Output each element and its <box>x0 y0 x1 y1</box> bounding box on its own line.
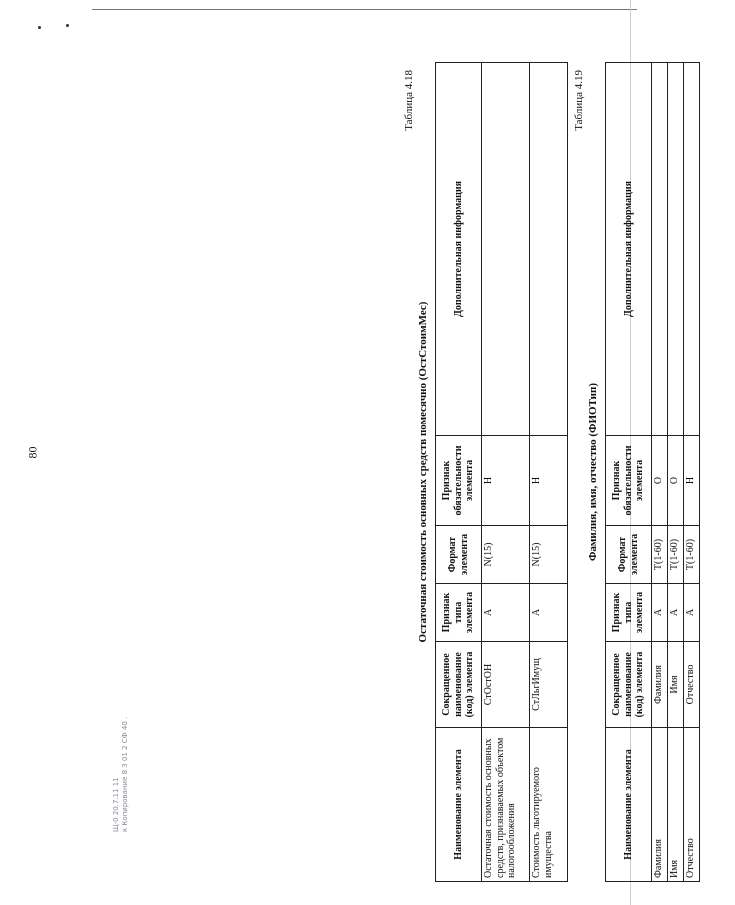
table-row <box>530 63 568 882</box>
table-cell: А <box>652 584 668 642</box>
data-table <box>605 62 700 882</box>
table-label: Таблица 4.19 <box>573 70 585 131</box>
data-table <box>435 62 568 882</box>
table-cell: СтОстОН <box>482 642 530 728</box>
scan-top-line <box>92 9 637 10</box>
table-cell <box>652 63 668 436</box>
header-cell: Сокращенное наименование (код) элемента <box>606 642 652 728</box>
table-cell: Фамилия <box>652 642 668 728</box>
table-row <box>668 63 684 882</box>
page-number: 80 <box>25 446 40 459</box>
table-4-18-block <box>395 62 555 882</box>
table-cell: Н <box>482 436 530 526</box>
table-cell: Отчество <box>684 642 700 728</box>
table-cell <box>668 63 684 436</box>
table-cell: О <box>668 436 684 526</box>
header-cell: Сокращенное наименование (код) элемента <box>436 642 482 728</box>
header-cell: Дополнительная информация <box>606 63 652 436</box>
header-cell: Наименование элемента <box>606 728 652 882</box>
table-cell: Н <box>684 436 700 526</box>
table-cell: Остаточная стоимость основных средств, признаваемых объектом налогообложения <box>482 728 530 882</box>
table-row <box>684 63 700 882</box>
table-cell <box>482 63 530 436</box>
table-cell: T(1-60) <box>684 526 700 584</box>
table-cell: А <box>684 584 700 642</box>
table-cell: Н <box>530 436 568 526</box>
header-cell: Признак обязательности элемента <box>436 436 482 526</box>
table-cell: О <box>652 436 668 526</box>
scan-dot <box>38 26 41 29</box>
table-cell: А <box>668 584 684 642</box>
header-cell: Признак типа элемента <box>606 584 652 642</box>
table-cell: А <box>530 584 568 642</box>
rotated-page-content <box>395 62 735 882</box>
copy-stamp <box>112 717 130 832</box>
header-cell: Формат элемента <box>436 526 482 584</box>
table-cell: N(15) <box>530 526 568 584</box>
table-cell: T(1-60) <box>652 526 668 584</box>
table-label: Таблица 4.18 <box>403 70 415 131</box>
table-cell: Отчество <box>684 728 700 882</box>
header-cell: Признак обязательности элемента <box>606 436 652 526</box>
table-row <box>652 63 668 882</box>
table-cell <box>530 63 568 436</box>
table-4-19-block <box>565 62 735 882</box>
table-title: Остаточная стоимость основных средств помесячно (ОстСтоимМес) <box>417 301 429 643</box>
header-cell: Наименование элемента <box>436 728 482 882</box>
scan-dot <box>66 24 69 27</box>
table-cell: А <box>482 584 530 642</box>
table-cell: СтЛьгИмущ <box>530 642 568 728</box>
header-cell: Дополнительная информация <box>436 63 482 436</box>
header-cell: Признак типа элемента <box>436 584 482 642</box>
stamp-line: Щ-0 20.7.11 11 <box>112 777 120 832</box>
header-cell: Формат элемента <box>606 526 652 584</box>
table-cell: Фамилия <box>652 728 668 882</box>
table-row <box>482 63 530 882</box>
table-cell: N(15) <box>482 526 530 584</box>
table-title: Фамилия, имя, отчество (ФИОТип) <box>587 382 599 562</box>
stamp-line: к Копирование 8 3 01 2 СФ 40 . <box>121 716 130 832</box>
table-cell: Стоимость льготируемого имущества <box>530 728 568 882</box>
table-cell <box>684 63 700 436</box>
table-cell: Имя <box>668 642 684 728</box>
table-cell: Имя <box>668 728 684 882</box>
table-cell: T(1-60) <box>668 526 684 584</box>
